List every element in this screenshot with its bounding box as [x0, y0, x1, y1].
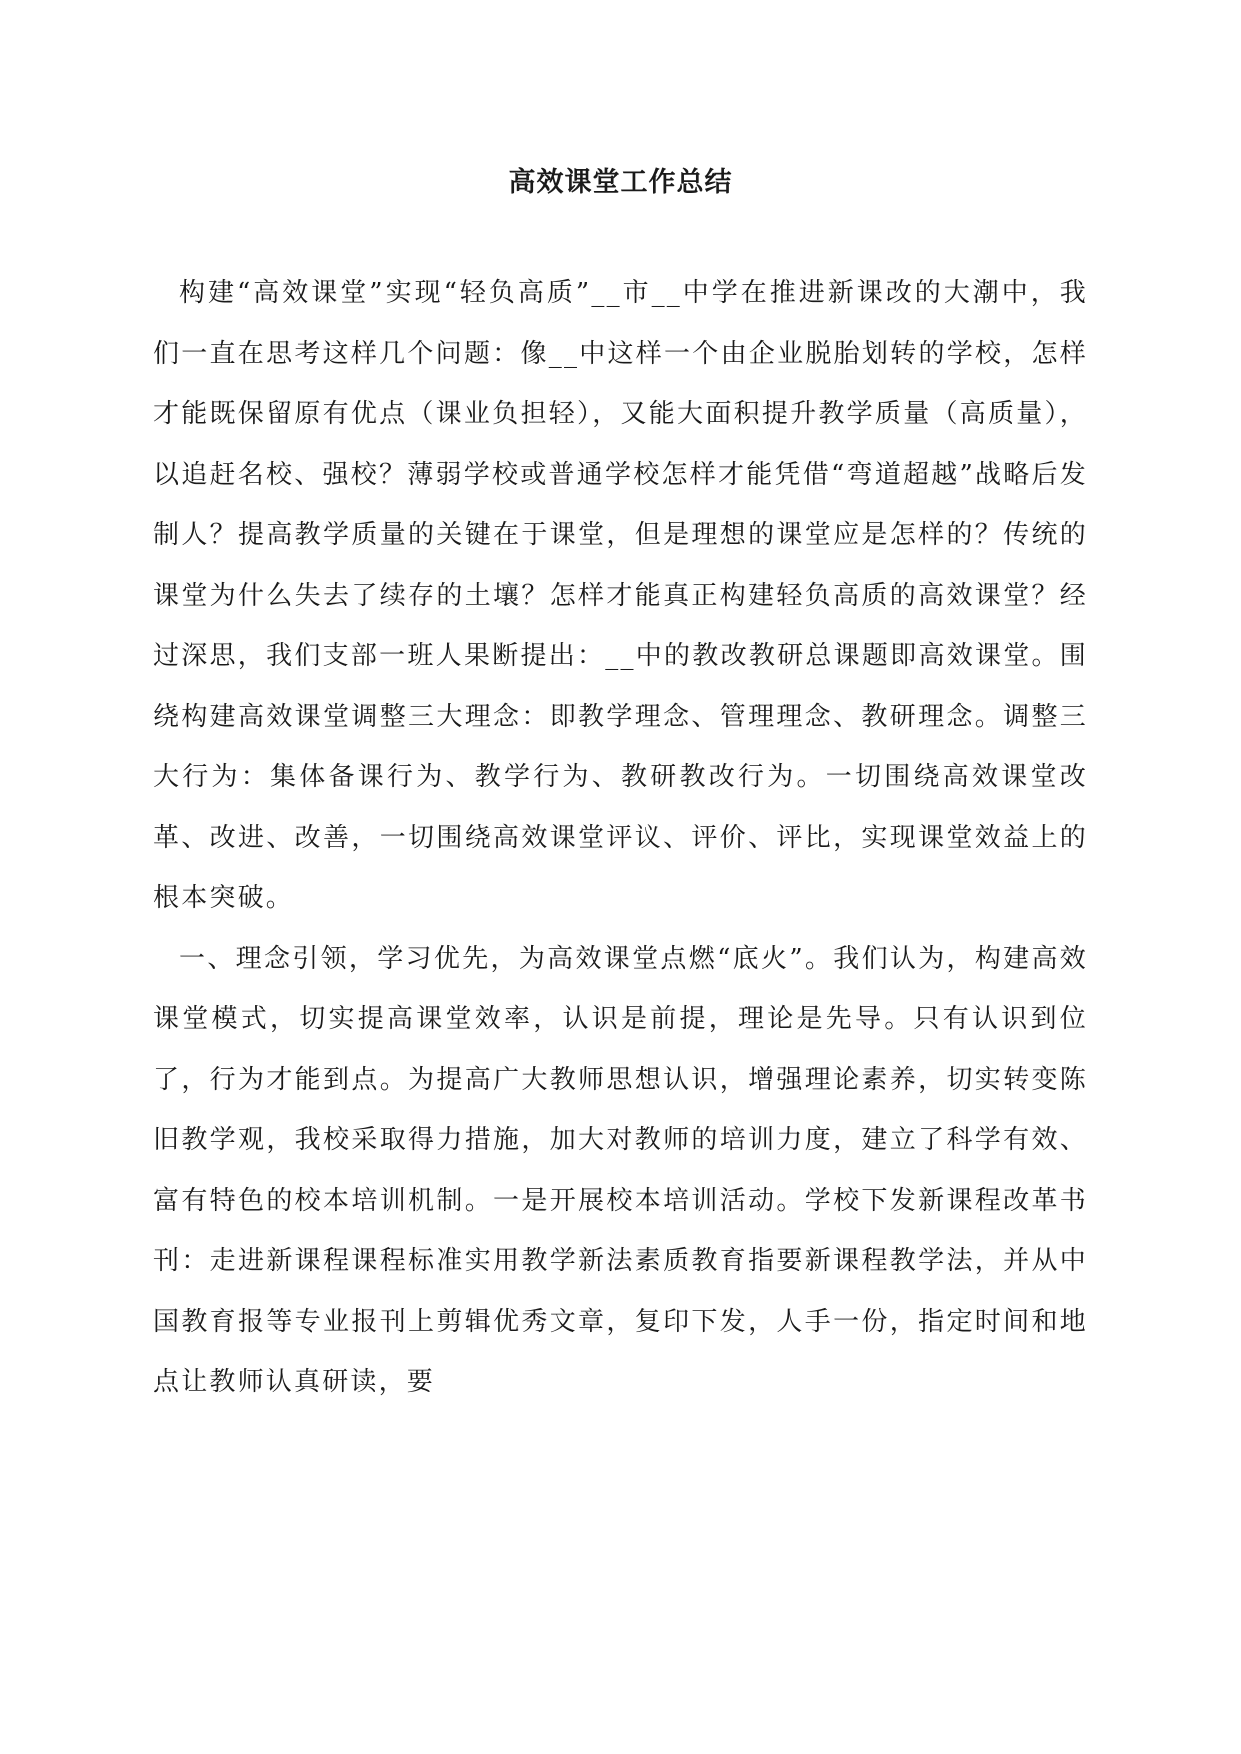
paragraph-intro: 构建“高效课堂”实现“轻负高质”__市__中学在推进新课改的大潮中，我们一直在思考这样几个问题：像__中这样一个由企业脱胎划转的学校，怎样才能既保留原有优点（课业负担轻），又能大面积提升教学质量（高质量），以追赶名校、强校？薄弱学校或普通学校怎样才能凭借“弯道超越”战略后发制人？提高教学质量的关键在于课堂，但是理想的课堂应是怎样的？传统的课堂为什么失去了续存的土壤？怎样才能真正构建轻负高质的高效课堂？经过深思，我们支部一班人果断提出：__中的教改教研总课题即高效课堂。围绕构建高效课堂调整三大理念：即教学理念、管理理念、教研理念。调整三大行为：集体备课行为、教学行为、教研教改行为。一切围绕高效课堂改革、改进、改善，一切围绕高效课堂评议、评价、评比，实现课堂效益上的根本突破。 [153, 278, 1088, 913]
paragraph-section-1: 一、理念引领，学习优先，为高效课堂点燃“底火”。我们认为，构建高效课堂模式，切实提高课堂效率，认识是前提，理论是先导。只有认识到位了，行为才能到点。为提高广大教师思想认识，增强理论素养，切实转变陈旧教学观，我校采取得力措施，加大对教师的培训力度，建立了科学有效、富有特色的校本培训机制。一是开展校本培训活动。学校下发新课程改革书刊：走进新课程课程标准实用教学新法素质教育指要新课程教学法，并从中国教育报等专业报刊上剪辑优秀文章，复印下发，人手一份，指定时间和地点让教师认真研读，要 [153, 943, 1088, 1397]
document-body [153, 263, 1088, 1413]
document-title: 高效课堂工作总结 [508, 167, 733, 198]
